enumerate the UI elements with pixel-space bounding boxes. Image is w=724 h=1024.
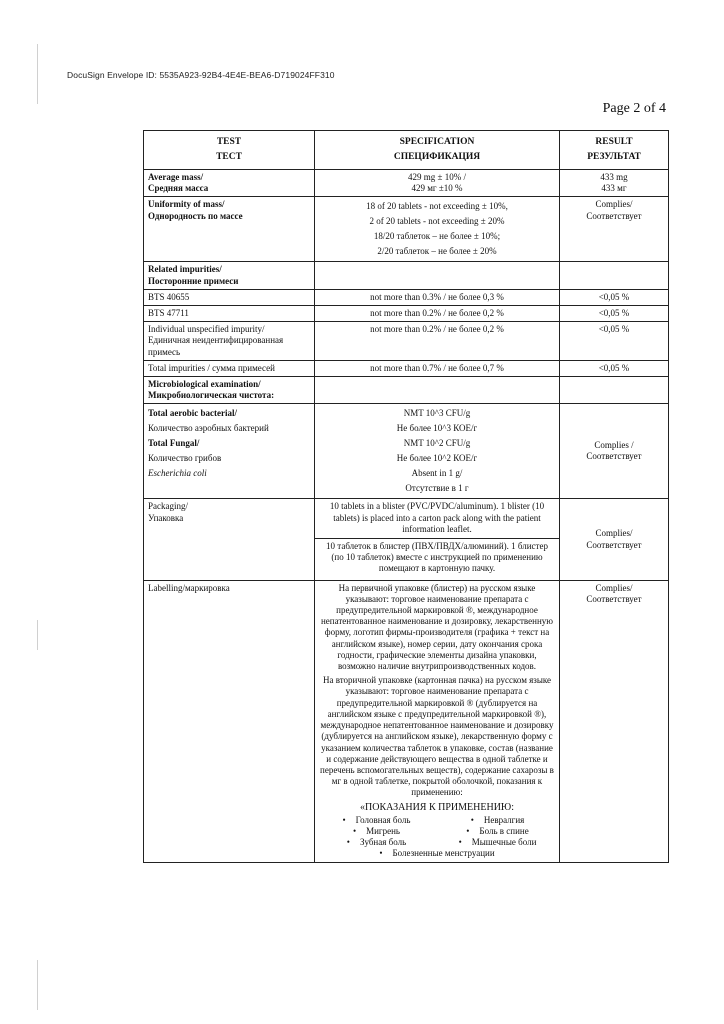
table-row [144,499,669,580]
list-item: • Мигрень [319,826,434,837]
spec-cell: 10 tablets in a blister (PVC/PVDC/aluminum). 1 blister (10 tablets) is placed into a carton pack along with the patient information leaflet. 10 таблеток в блистер (ПВХ/ПВДХ/алюминий). 1 блистер (по 10 таблеток) вместе с инструкцией по применению помещают в картонную пачку. [315,499,560,580]
result-cell: Complies/ Соответствует [560,580,669,862]
table-row [144,377,669,404]
table-row [144,197,669,262]
spec-cell: not more than 0.3% / не более 0,3 % [315,289,560,305]
table-row [144,306,669,322]
result-cell: Complies/ Соответствует [560,499,669,580]
result-cell: <0,05 % [560,289,669,305]
header-test: TEST ТЕСТ [144,131,315,170]
page-number: Page 2 of 4 [602,101,666,116]
spec-cell: not more than 0.7% / не более 0,7 % [315,360,560,376]
table-row [144,580,669,862]
test-cell: Uniformity of mass/ Однородность по массе [144,197,315,262]
list-item: • Болезненные менструации [319,848,555,859]
result-cell [560,377,669,404]
test-cell: Average mass/ Средняя масса [144,170,315,197]
left-margin-line [37,620,38,650]
cell-divider [315,538,559,539]
result-cell: <0,05 % [560,360,669,376]
spec-cell: 429 mg ± 10% / 429 мг ±10 % [315,170,560,197]
header-specification: SPECIFICATION СПЕЦИФИКАЦИЯ [315,131,560,170]
list-item: • Мышечные боли [440,837,555,848]
test-cell: Total aerobic bacterial/ Количество аэробных бактерий Total Fungal/ Количество грибов Escherichia coli [144,404,315,499]
list-item: • Боль в спине [440,826,555,837]
result-cell: <0,05 % [560,322,669,361]
table-row [144,170,669,197]
result-cell: 433 mg 433 мг [560,170,669,197]
test-cell: BTS 40655 [144,289,315,305]
spec-cell: not more than 0.2% / не более 0,2 % [315,306,560,322]
envelope-id: DocuSign Envelope ID: 5535A923-92B4-4E4E-BEA6-D719024FF310 [67,70,335,80]
spec-cell: not more than 0.2% / не более 0,2 % [315,322,560,361]
test-cell: Microbiological examination/ Микробиологическая чистота: [144,377,315,404]
result-cell: Complies/ Соответствует [560,197,669,262]
test-cell: Individual unspecified impurity/ Единичная неидентифицированная примесь [144,322,315,361]
table-header-row [144,131,669,170]
spec-cell: На первичной упаковке (блистер) на русском языке указывают: торговое наименование препарата с предупредительной маркировкой ®, международное непатентованное наименование и дозировку, лекарственную форму, логотип фирмы-производителя (графика + текст на английском языке), номер серии, дату окончания срока годности, графические элементы дизайна упаковки, возможно наличие внутрипроизводственных кодов. На вторичной упаковке (картонная пачка) на русском языке указывают: торговое наименование препарата с предупредительной маркировкой ® (дублируется на английском языке с предупредительной маркировкой ®), международное непатентованное наименование и дозировку (дублируется на английском языке), лекарственную форму с указанием количества таблеток в упаковке, состав (название и содержание действующего вещества в одной таблетке и перечень вспомогательных веществ), содержание сахарозы в мг в одной таблетке, покрытой оболочкой, показания к применению: «ПОКАЗАНИЯ К ПРИМЕНЕНИЮ: • Головная боль • Невралгия • Мигрень • Боль в спине • Зубная боль • Мышечные боли • Болезненные менструации [315,580,560,862]
test-cell: Labelling/маркировка [144,580,315,862]
table-row [144,360,669,376]
table-row [144,262,669,289]
test-cell: BTS 47711 [144,306,315,322]
result-cell [560,262,669,289]
indications-list [319,815,555,860]
result-cell: <0,05 % [560,306,669,322]
left-margin-line [37,44,38,104]
left-margin-line [37,960,38,1010]
list-item: • Невралгия [440,815,555,826]
list-item: • Зубная боль [319,837,434,848]
spec-cell: NMT 10^3 CFU/g Не более 10^3 КОЕ/г NMT 10^2 CFU/g Не более 10^2 КОЕ/г Absent in 1 g/ Отсутствие в 1 г [315,404,560,499]
result-cell: Complies / Соответствует [560,404,669,499]
test-cell: Packaging/ Упаковка [144,499,315,580]
table-row [144,289,669,305]
table-row [144,322,669,361]
test-cell: Total impurities / сумма примесей [144,360,315,376]
spec-cell [315,377,560,404]
list-item: • Головная боль [319,815,434,826]
table-row [144,404,669,499]
specification-table [143,130,669,863]
spec-cell: 18 of 20 tablets - not exceeding ± 10%, 2 of 20 tablets - not exceeding ± 20% 18/20 таблеток – не более ± 10%; 2/20 таблеток – не более ± 20% [315,197,560,262]
test-cell: Related impurities/ Посторонние примеси [144,262,315,289]
spec-cell [315,262,560,289]
header-result: RESULT РЕЗУЛЬТАТ [560,131,669,170]
